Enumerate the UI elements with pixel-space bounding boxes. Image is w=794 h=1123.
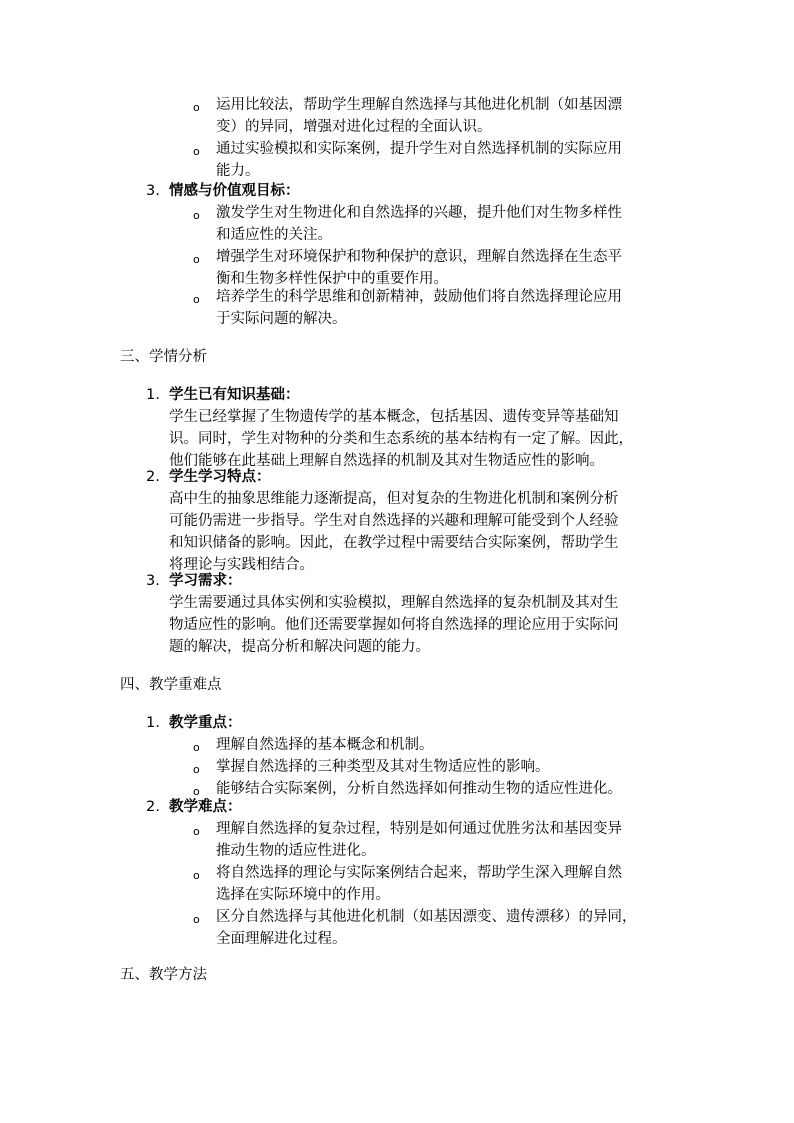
subsection-title: 学习需求：	[169, 573, 242, 589]
paragraph-line: 和知识储备的影响。因此，在教学过程中需要结合实际案例，帮助学生	[169, 535, 619, 551]
list-item-line: 全面理解进化过程。	[216, 931, 347, 947]
paragraph-line: 可能仍需进一步指导。学生对自然选择的兴趣和理解可能受到个人经验	[169, 513, 619, 529]
list-item-line: 区分自然选择与其他进化机制（如基因漂变、遗传漂移）的异同，	[216, 909, 637, 925]
list-item-line: 激发学生对生物进化和自然选择的兴趣，提升他们对生物多样性	[216, 205, 622, 221]
list-number: 1.	[146, 387, 160, 403]
list-item-line: 衡和生物多样性保护中的重要作用。	[216, 271, 448, 287]
list-item-line: 增强学生对环境保护和物种保护的意识，理解自然选择在生态平	[216, 249, 622, 265]
list-number: 2.	[146, 799, 160, 815]
subsection-title: 学生学习特点：	[169, 469, 271, 485]
list-item-line: 于实际问题的解决。	[216, 311, 347, 327]
list-item-line: 推动生物的适应性进化。	[216, 843, 376, 859]
bullet-icon: o	[193, 763, 200, 776]
list-number: 3.	[146, 573, 160, 589]
bullet-icon: o	[193, 253, 200, 266]
list-item-line: 变）的异同，增强对进化过程的全面认识。	[216, 119, 492, 135]
section-heading: 五、教学方法	[120, 967, 207, 983]
bullet-icon: o	[193, 145, 200, 158]
bullet-icon: o	[193, 825, 200, 838]
list-item-line: 运用比较法，帮助学生理解自然选择与其他进化机制（如基因漂	[216, 97, 622, 113]
subsection-title: 教学难点：	[169, 799, 242, 815]
list-item-line: 将自然选择的理论与实际案例结合起来，帮助学生深入理解自然	[216, 865, 622, 881]
list-item-line: 培养学生的科学思维和创新精神，鼓励他们将自然选择理论应用	[216, 289, 622, 305]
paragraph-line: 他们能够在此基础上理解自然选择的机制及其对生物适应性的影响。	[169, 453, 604, 469]
list-item-line: 能力。	[216, 163, 260, 179]
paragraph-line: 识。同时，学生对物种的分类和生态系统的基本结构有一定了解。因此，	[169, 431, 633, 447]
bullet-icon: o	[193, 209, 200, 222]
list-item-line: 理解自然选择的基本概念和机制。	[216, 737, 434, 753]
section-heading: 四、教学重难点	[120, 677, 222, 693]
list-item-line: 和适应性的关注。	[216, 227, 332, 243]
list-item-line: 选择在实际环境中的作用。	[216, 887, 390, 903]
subsection-title: 教学重点：	[169, 715, 242, 731]
bullet-icon: o	[193, 293, 200, 306]
subsection-title: 学生已有知识基础：	[169, 387, 300, 403]
list-number: 3.	[146, 183, 160, 199]
bullet-icon: o	[193, 869, 200, 882]
paragraph-line: 高中生的抽象思维能力逐渐提高，但对复杂的生物进化机制和案例分析	[169, 491, 619, 507]
paragraph-line: 物适应性的影响。他们还需要掌握如何将自然选择的理论应用于实际问	[169, 617, 619, 633]
subsection-title: 情感与价值观目标：	[169, 183, 300, 199]
bullet-icon: o	[193, 785, 200, 798]
bullet-icon: o	[193, 101, 200, 114]
section-heading: 三、学情分析	[120, 349, 207, 365]
list-item-line: 理解自然选择的复杂过程，特别是如何通过优胜劣汰和基因变异	[216, 821, 622, 837]
list-item-line: 通过实验模拟和实际案例，提升学生对自然选择机制的实际应用	[216, 141, 622, 157]
bullet-icon: o	[193, 913, 200, 926]
paragraph-line: 学生需要通过具体实例和实验模拟，理解自然选择的复杂机制及其对生	[169, 595, 619, 611]
list-number: 2.	[146, 469, 160, 485]
bullet-icon: o	[193, 741, 200, 754]
list-number: 1.	[146, 715, 160, 731]
paragraph-line: 将理论与实践相结合。	[169, 557, 314, 573]
list-item-line: 掌握自然选择的三种类型及其对生物适应性的影响。	[216, 759, 550, 775]
paragraph-line: 题的解决，提高分析和解决问题的能力。	[169, 639, 430, 655]
paragraph-line: 学生已经掌握了生物遗传学的基本概念，包括基因、遗传变异等基础知	[169, 409, 619, 425]
list-item-line: 能够结合实际案例，分析自然选择如何推动生物的适应性进化。	[216, 781, 622, 797]
